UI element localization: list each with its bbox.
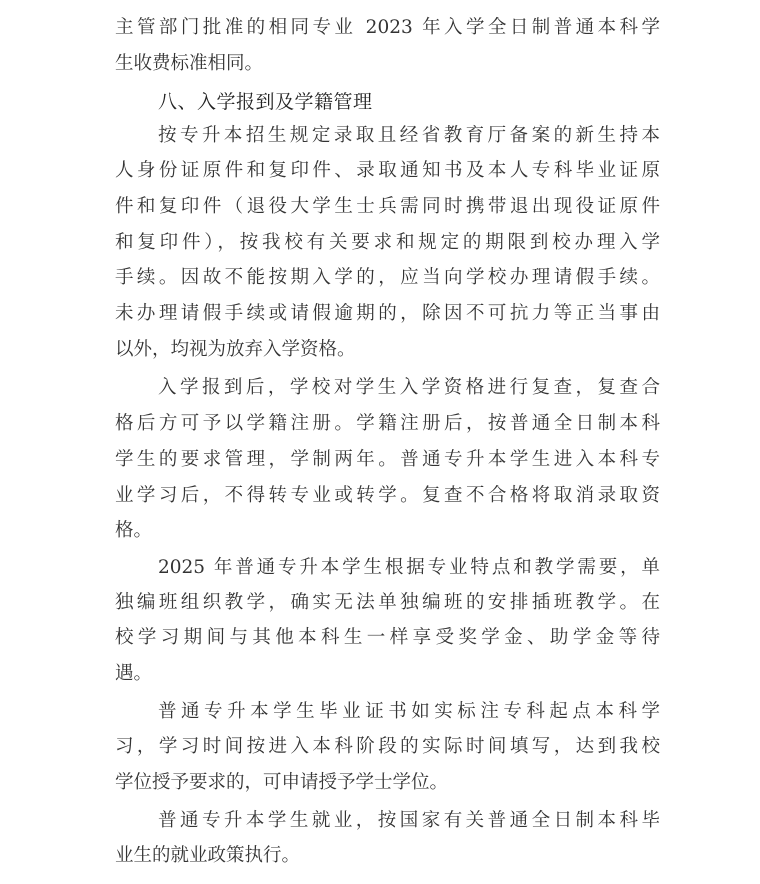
paragraph-line: 独编班组织教学，确实无法单独编班的安排插班教学。在 <box>115 592 660 613</box>
section-heading: 八、入学报到及学籍管理 <box>158 91 373 113</box>
paragraph-line: 业生的就业政策执行。 <box>115 845 301 866</box>
paragraph-line: 学位授予要求的，可申请授予学士学位。 <box>115 772 449 793</box>
paragraph-line: 件和复印件（退役大学生士兵需同时携带退出现役证原件 <box>115 196 660 217</box>
paragraph-line: 格后方可予以学籍注册。学籍注册后，按普通全日制本科 <box>115 413 660 434</box>
paragraph-line: 和复印件），按我校有关要求和规定的期限到校办理入学 <box>115 232 660 253</box>
paragraph-line: 按专升本招生规定录取且经省教育厅备案的新生持本 <box>158 125 660 146</box>
paragraph-line: 手续。因故不能按期入学的，应当向学校办理请假手续。 <box>115 267 660 288</box>
paragraph-line: 学生的要求管理，学制两年。普通专升本学生进入本科专 <box>115 449 660 470</box>
paragraph-line: 格。 <box>115 520 153 541</box>
paragraph-line: 主管部门批准的相同专业 2023 年入学全日制普通本科学 <box>115 17 660 38</box>
paragraph-line: 校学习期间与其他本科生一样享受奖学金、助学金等待 <box>115 627 660 648</box>
paragraph-line: 入学报到后，学校对学生入学资格进行复查，复查合 <box>158 377 660 398</box>
paragraph-line: 习，学习时间按进入本科阶段的实际时间填写，达到我校 <box>115 736 660 757</box>
paragraph-line: 未办理请假手续或请假逾期的，除因不可抗力等正当事由 <box>115 303 660 324</box>
paragraph-line: 人身份证原件和复印件、录取通知书及本人专科毕业证原 <box>115 160 660 181</box>
paragraph-line: 遇。 <box>115 663 153 684</box>
paragraph-line: 生收费标准相同。 <box>115 53 264 74</box>
paragraph-line: 以外，均视为放弃入学资格。 <box>115 339 356 360</box>
paragraph-line: 业学习后，不得转专业或转学。复查不合格将取消录取资 <box>115 485 660 506</box>
paragraph-line: 普通专升本学生毕业证书如实标注专科起点本科学 <box>158 701 660 722</box>
paragraph-line: 普通专升本学生就业，按国家有关普通全日制本科毕 <box>158 810 660 831</box>
paragraph-line: 2025 年普通专升本学生根据专业特点和教学需要，单 <box>158 557 660 578</box>
